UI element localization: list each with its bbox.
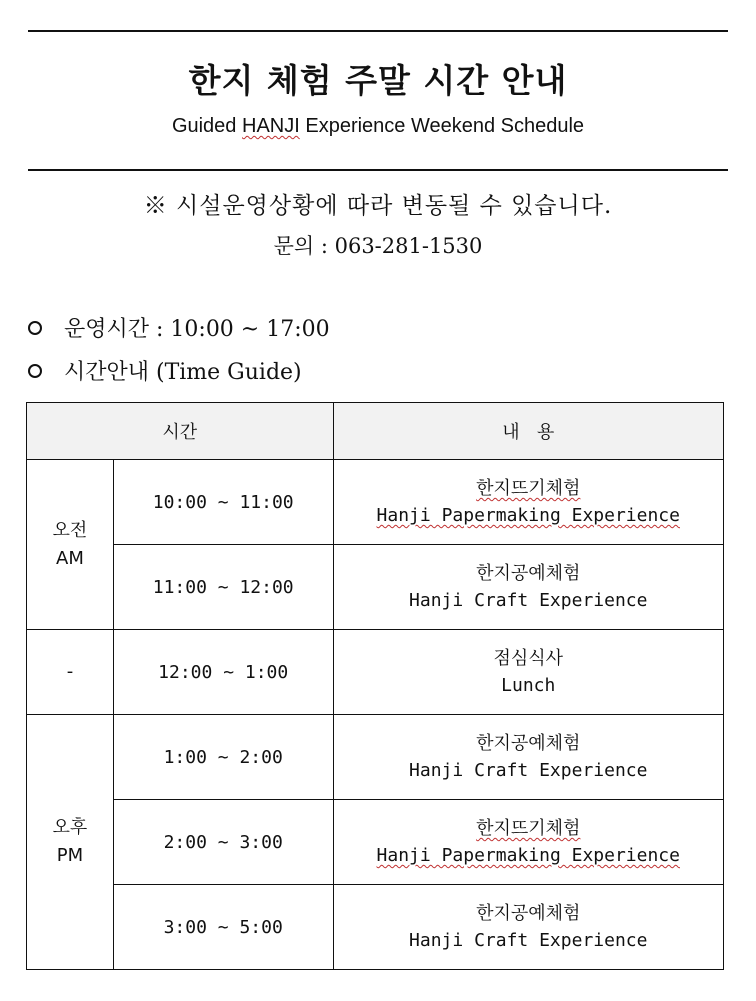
period-pm xyxy=(27,715,114,970)
activity-en: Hanji Craft Experience xyxy=(409,590,648,611)
contact-phone: 문의 : 063-281-1530 xyxy=(273,234,483,258)
activity-en xyxy=(334,842,723,869)
activity-cell xyxy=(333,800,723,885)
guide-line xyxy=(28,355,302,386)
activity-ko: 한지뜨기체험 xyxy=(476,478,581,499)
table-header-row xyxy=(27,403,724,460)
table-row xyxy=(27,715,724,800)
header-time: 시간 xyxy=(27,403,334,460)
activity-en: Hanji Craft Experience xyxy=(409,760,648,781)
table-row xyxy=(27,460,724,545)
subtitle-prefix: Guided xyxy=(171,115,242,137)
subtitle-suffix: Experience Weekend Schedule xyxy=(299,115,585,137)
guide-text: 시간안내 (Time Guide) xyxy=(64,360,302,385)
page-subtitle xyxy=(0,115,756,138)
table-row xyxy=(27,800,724,885)
table-row xyxy=(27,545,724,630)
activity-cell xyxy=(333,885,723,970)
hours-line xyxy=(28,312,330,343)
time-cell: 3:00 ~ 5:00 xyxy=(113,885,333,970)
circle-bullet-icon xyxy=(28,321,42,335)
time-cell: 11:00 ~ 12:00 xyxy=(113,545,333,630)
notice-text: ※ 시설운영상황에 따라 변동될 수 있습니다. xyxy=(143,193,613,219)
period-lunch: - xyxy=(27,630,114,715)
activity-en: Hanji Craft Experience xyxy=(409,930,648,951)
activity-ko: 한지공예체험 xyxy=(476,903,581,924)
activity-ko: 한지공예체험 xyxy=(476,733,581,754)
activity-ko: 한지공예체험 xyxy=(476,563,581,584)
circle-bullet-icon xyxy=(28,364,42,378)
activity-cell xyxy=(333,630,723,715)
activity-en-text: Hanji Papermaking Experience xyxy=(376,505,680,526)
period-pm-ko: 오후 xyxy=(52,817,88,839)
activity-en xyxy=(334,502,723,529)
activity-cell xyxy=(333,545,723,630)
top-rule xyxy=(28,30,728,32)
activity-en: Lunch xyxy=(501,675,556,696)
activity-cell xyxy=(333,460,723,545)
activity-en-text: Hanji Papermaking Experience xyxy=(376,845,680,866)
time-cell: 10:00 ~ 11:00 xyxy=(113,460,333,545)
table-row xyxy=(27,885,724,970)
activity-cell xyxy=(333,715,723,800)
period-am-ko: 오전 xyxy=(52,519,88,541)
activity-ko: 한지뜨기체험 xyxy=(476,818,581,839)
table-row xyxy=(27,630,724,715)
time-cell: 1:00 ~ 2:00 xyxy=(113,715,333,800)
header-content-label: 내 용 xyxy=(502,422,555,443)
title-bottom-rule xyxy=(28,169,728,171)
hours-text: 운영시간 : 10:00 ~ 17:00 xyxy=(64,317,330,342)
period-am-en: AM xyxy=(56,547,84,569)
period-am xyxy=(27,460,114,630)
header-content xyxy=(333,403,723,460)
period-pm-en: PM xyxy=(56,845,84,866)
time-cell: 12:00 ~ 1:00 xyxy=(113,630,333,715)
schedule-table xyxy=(26,402,724,970)
subtitle-hanji: HANJI xyxy=(242,115,300,137)
activity-ko: 점심식사 xyxy=(493,648,564,669)
time-cell: 2:00 ~ 3:00 xyxy=(113,800,333,885)
page-title: 한지 체험 주말 시간 안내 xyxy=(188,61,568,100)
